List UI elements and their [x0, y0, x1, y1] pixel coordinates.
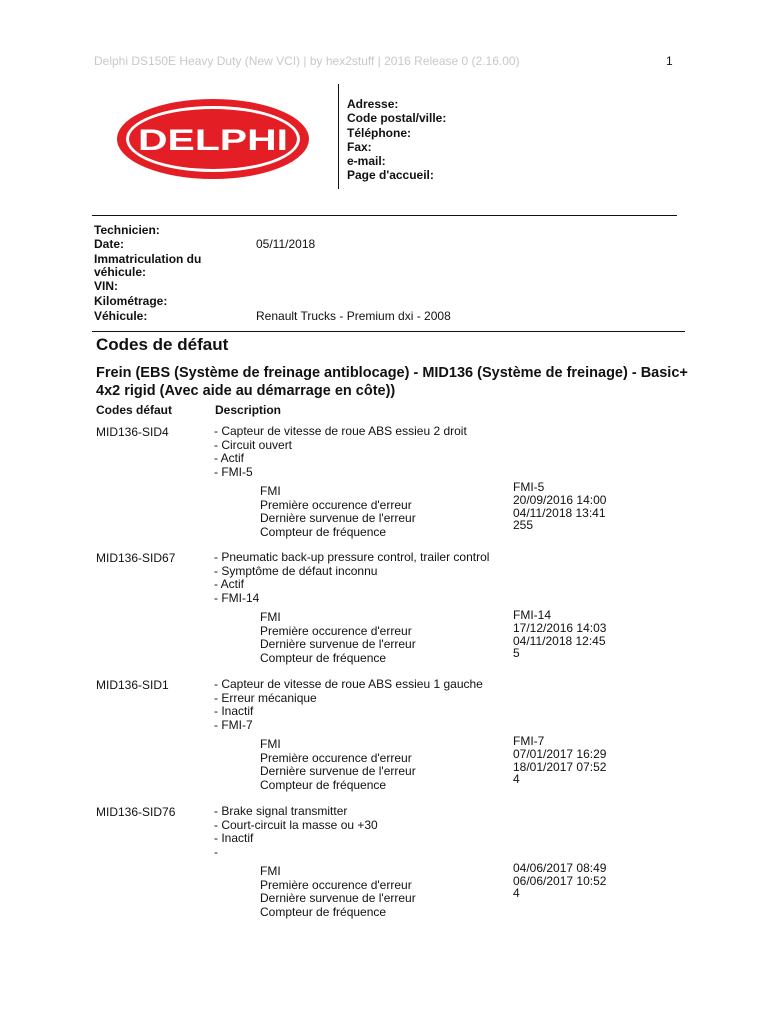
fault-desc-line: - FMI-7 [214, 717, 253, 732]
detail-value-fmi [513, 849, 606, 862]
registration-label-cont: véhicule: [94, 265, 147, 279]
fault-detail-labels [260, 738, 416, 792]
fault-desc-line: - Capteur de vitesse de roue ABS essieu 1 gauche [214, 677, 483, 691]
detail-label-last: Dernière survenue de l'erreur [260, 637, 416, 651]
email-label: e-mail: [347, 154, 386, 169]
logo-text: DELPHI [138, 124, 288, 157]
divider-bottom [92, 331, 685, 332]
fault-description [214, 678, 483, 732]
fault-desc-line: - Actif [214, 451, 245, 465]
detail-label-count: Compteur de fréquence [260, 777, 387, 792]
detail-label-fmi: FMI [260, 484, 281, 498]
address-label: Adresse: [347, 97, 399, 111]
detail-label-fmi: FMI [260, 737, 281, 751]
section-title: Codes de défaut [96, 335, 229, 354]
detail-value-first: 04/06/2017 08:49 [513, 860, 607, 875]
fault-detail-labels [260, 611, 416, 665]
subsystem-title: Frein (EBS (Système de freinage antiblocage) - MID136 (Système de freinage) - Basic+ 4x2 rigid (Avec aide au démarrage en côte)) [96, 365, 688, 399]
fault-detail-labels [260, 485, 416, 539]
detail-value-fmi: FMI-7 [513, 734, 545, 748]
detail-label-count: Compteur de fréquence [260, 650, 387, 665]
fault-description [214, 805, 378, 859]
column-header-codes: Codes défaut [96, 403, 173, 417]
detail-label-first: Première occurence d'erreur [260, 877, 412, 892]
fault-description [214, 551, 489, 605]
fault-detail-values [513, 849, 606, 900]
vehicle-value: Renault Trucks - Premium dxi - 2008 [256, 309, 451, 323]
detail-value-last: 06/06/2017 10:52 [513, 873, 607, 888]
page-number: 1 [666, 54, 673, 68]
fax-label: Fax: [347, 139, 372, 154]
phone-label: Téléphone: [347, 125, 412, 140]
detail-label-last: Dernière survenue de l'erreur [260, 511, 416, 525]
detail-value-last: 04/11/2018 13:41 [513, 505, 606, 520]
fault-desc-line: - Actif [214, 577, 245, 591]
fault-detail-labels [260, 865, 416, 919]
technician-label: Technicien: [94, 223, 160, 237]
detail-value-count: 4 [513, 886, 520, 901]
detail-label-first: Première occurence d'erreur [260, 497, 412, 512]
column-header-description: Description [215, 403, 282, 417]
fault-desc-line: - Symptôme de défaut inconnu [214, 563, 378, 578]
fault-desc-line: - FMI-5 [214, 464, 253, 479]
detail-value-count: 5 [513, 646, 520, 661]
fault-desc-line: - FMI-14 [214, 590, 260, 605]
fault-detail-values [513, 609, 606, 660]
detail-value-count: 4 [513, 772, 520, 787]
fault-code: MID136-SID67 [96, 551, 176, 565]
fault-desc-line: - Circuit ouvert [214, 437, 293, 452]
detail-label-fmi: FMI [260, 864, 281, 878]
fault-desc-line: - Inactif [214, 704, 254, 718]
detail-value-first: 07/01/2017 16:29 [513, 746, 607, 761]
registration-label: Immatriculation du [94, 252, 202, 266]
detail-value-fmi: FMI-5 [513, 480, 545, 494]
detail-label-last: Dernière survenue de l'erreur [260, 891, 416, 905]
delphi-logo [116, 98, 310, 185]
date-value: 05/11/2018 [256, 237, 316, 251]
detail-label-count: Compteur de fréquence [260, 524, 387, 539]
document-header: Delphi DS150E Heavy Duty (New VCI) | by hex2stuff | 2016 Release 0 (2.16.00) [94, 54, 520, 68]
fault-desc-line: - Inactif [214, 831, 254, 845]
fault-desc-line: - Capteur de vitesse de roue ABS essieu 2 droit [214, 424, 467, 438]
address-block [347, 97, 446, 183]
detail-label-first: Première occurence d'erreur [260, 623, 412, 638]
homepage-label: Page d'accueil: [347, 168, 434, 183]
fault-description [214, 425, 467, 479]
fault-code: MID136-SID4 [96, 425, 169, 439]
fault-desc-line: - Court-circuit la masse ou +30 [214, 817, 378, 832]
date-label: Date: [94, 237, 125, 251]
detail-value-last: 18/01/2017 07:52 [513, 759, 607, 774]
fault-desc-line: - Pneumatic back-up pressure control, trailer control [214, 550, 490, 564]
fault-desc-line: - Erreur mécanique [214, 690, 317, 705]
detail-value-first: 20/09/2016 14:00 [513, 492, 607, 507]
detail-value-last: 04/11/2018 12:45 [513, 633, 606, 648]
fault-desc-line: - [214, 844, 218, 859]
detail-value-count: 255 [513, 518, 534, 533]
fault-code: MID136-SID76 [96, 805, 176, 819]
vin-label: VIN: [94, 279, 118, 293]
postal-city-label: Code postal/ville: [347, 111, 447, 126]
fault-code: MID136-SID1 [96, 678, 169, 692]
detail-value-fmi: FMI-14 [513, 608, 552, 622]
detail-label-last: Dernière survenue de l'erreur [260, 764, 416, 778]
detail-label-first: Première occurence d'erreur [260, 750, 412, 765]
fault-desc-line: - Brake signal transmitter [214, 804, 348, 818]
vertical-divider [338, 84, 339, 189]
mileage-label: Kilométrage: [94, 294, 168, 308]
fault-detail-values [513, 735, 606, 786]
fault-detail-values [513, 481, 606, 532]
divider-top [92, 215, 677, 216]
detail-label-fmi: FMI [260, 610, 281, 624]
detail-value-first: 17/12/2016 14:03 [513, 620, 607, 635]
vehicle-label: Véhicule: [94, 309, 148, 323]
detail-label-count: Compteur de fréquence [260, 904, 387, 919]
